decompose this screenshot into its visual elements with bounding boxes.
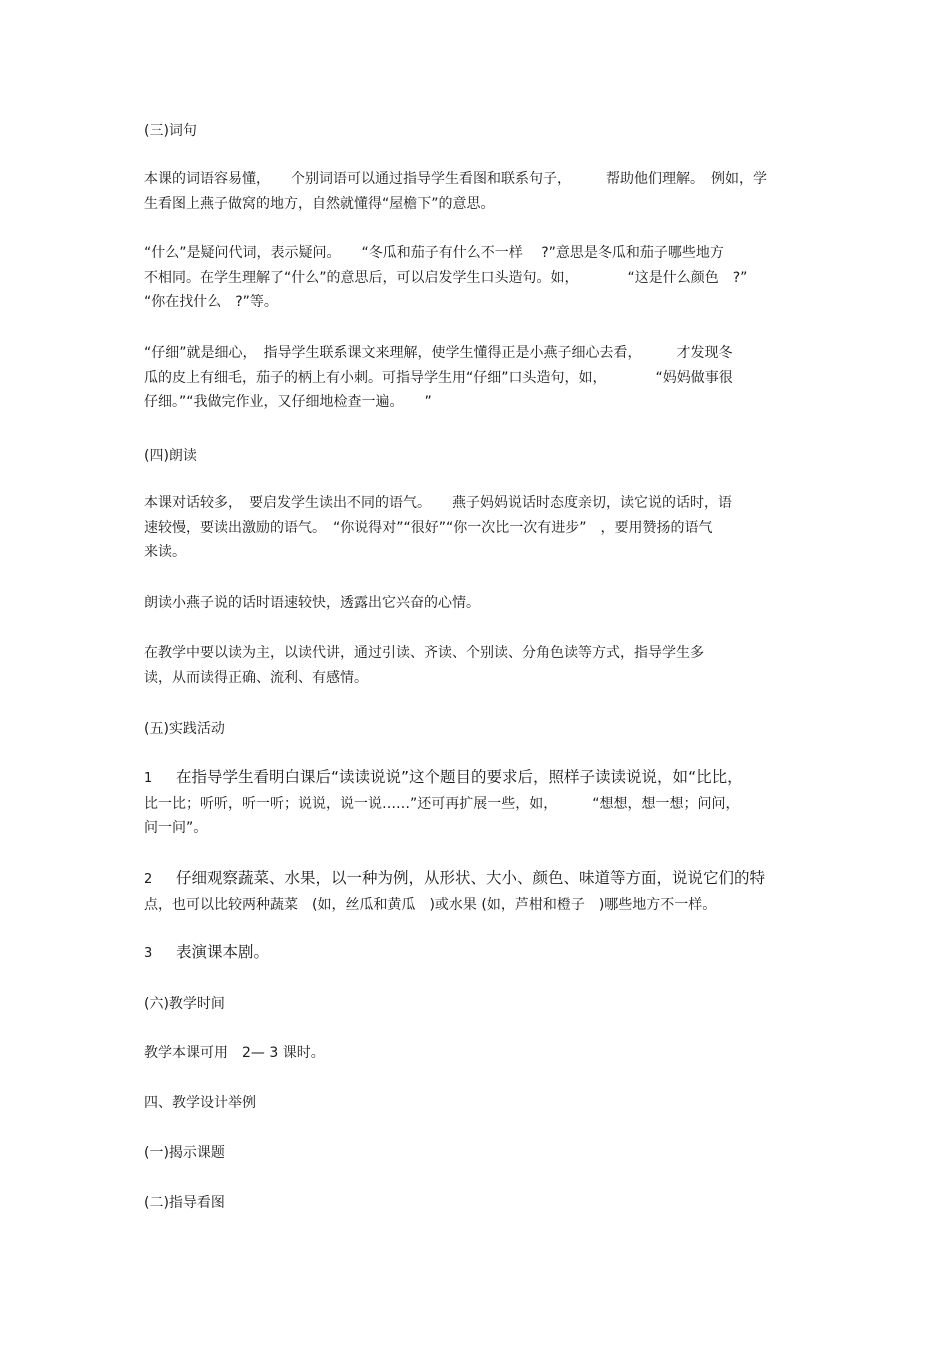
activity-item-2: 2 仔细观察蔬菜、水果，以一种为例，从形状、大小、颜色、味道等方面，说说它们的特 点，也可以比较两种蔬菜 (如，丝瓜和黄瓜 )或水果 (如，芦柑和橙子 )哪些地方不一样。 bbox=[144, 869, 766, 913]
paragraph-shenme: “什么”是疑问代词，表示疑问。 “冬瓜和茄子有什么不一样 ?”意思是冬瓜和茄子哪些地方 不相同。在学生理解了“什么”的意思后，可以启发学生口头造句。如， “这是什么颜色 ?” “你在找什么 ?”等。 bbox=[144, 245, 748, 310]
activity-item-3: 3 表演课本剧。 bbox=[144, 940, 824, 967]
paragraph-lesson-hours: 教学本课可用 2— 3 课时。 bbox=[144, 1045, 325, 1061]
section-heading-teaching-time: (六)教学时间 bbox=[144, 996, 225, 1012]
section-heading-guide-picture: (二)指导看图 bbox=[144, 1195, 225, 1211]
paragraph-vocabulary: 本课的词语容易懂， 个别词语可以通过指导学生看图和联系句子， 帮助他们理解。 例如，学 生看图上燕子做窝的地方，自然就懂得“屋檐下”的意思。 bbox=[144, 171, 767, 212]
paragraph-teaching-reading: 在教学中要以读为主，以读代讲，通过引读、齐读、个别读、分角色读等方式，指导学生多 读，从而读得正确、流利、有感情。 bbox=[144, 645, 704, 686]
section-heading-practice: (五)实践活动 bbox=[144, 721, 225, 737]
section-heading-ci-ju: (三)词句 bbox=[144, 123, 197, 139]
activity-item-1: 1 在指导学生看明白课后“读读说说”这个题目的要求后，照样子读读说说，如“比比， 比一比；听听，听一听；说说，说一说……”还可再扩展一些，如， “想想，想一想；问问， 问一问”。 bbox=[144, 768, 743, 836]
paragraph-reading-dialogue: 本课对话较多， 要启发学生读出不同的语气。 燕子妈妈说话时态度亲切，读它说的话时，语 速较慢，要读出激励的语气。 “你说得对”“很好”“你一次比一次有进步” ，要用赞扬的语气 来读。 bbox=[144, 495, 732, 560]
section-heading-design-example: 四、教学设计举例 bbox=[144, 1095, 256, 1111]
item-number: 1 bbox=[144, 771, 153, 786]
section-heading-reveal-topic: (一)揭示课题 bbox=[144, 1145, 225, 1161]
item-number: 3 bbox=[144, 946, 153, 961]
section-heading-lang-du: (四)朗读 bbox=[144, 448, 197, 464]
item-number: 2 bbox=[144, 872, 153, 887]
paragraph-little-swallow: 朗读小燕子说的话时语速较快，透露出它兴奋的心情。 bbox=[144, 595, 480, 611]
paragraph-zixi: “仔细”就是细心， 指导学生联系课文来理解，使学生懂得正是小燕子细心去看， 才发现冬 瓜的皮上有细毛，茄子的柄上有小刺。可指导学生用“仔细”口头造句，如， “妈妈做事很 仔细。”“我做完作业，又仔细地检查一遍。 ” bbox=[144, 345, 733, 410]
